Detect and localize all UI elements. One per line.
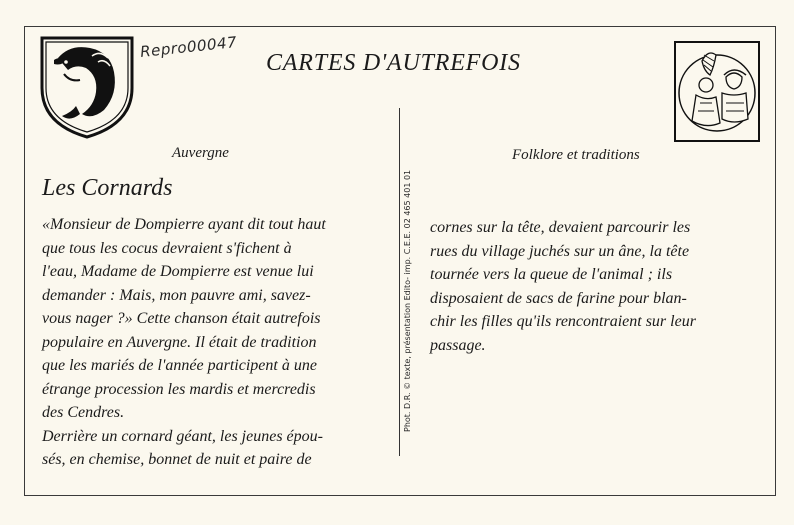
text-line: l'eau, Madame de Dompierre est venue lui (42, 263, 314, 280)
text-line: sés, en chemise, bonnet de nuit et paire de (42, 451, 312, 468)
article-title (42, 175, 172, 202)
text-line: chir les filles qu'ils rencontraient sur leur (430, 313, 696, 330)
photo-credit: Phot. D.R. © texte, présentation Edito- imp. C.E.E. 02 465 401 01 (403, 169, 412, 432)
column-divider (399, 108, 400, 456)
left-body-text (42, 213, 382, 472)
text-line: Derrière un cornard géant, les jeunes épou- (42, 427, 323, 445)
text-line: vous nager ?» Cette chanson était autrefois (42, 310, 321, 327)
dolphin-crest-icon (40, 36, 134, 139)
folk-costume-medallion-icon (674, 41, 760, 142)
right-body-text (430, 216, 760, 357)
text-line: passage. (430, 336, 486, 354)
text-line: des Cendres. (42, 404, 125, 421)
handwritten-reference: Repro00047 (139, 32, 238, 62)
text-line: rues du village juchés sur un âne, la tête (430, 242, 690, 260)
text-line: demander : Mais, mon pauvre ami, savez- (42, 286, 311, 304)
text-line: cornes sur la tête, devaient parcourir les (430, 219, 691, 236)
text-line: «Monsieur de Dompierre ayant dit tout haut (42, 216, 326, 233)
text-line: disposaient de sacs de farine pour blan- (430, 289, 687, 307)
text-line: tournée vers la queue de l'animal ; ils (430, 266, 673, 283)
region-label: Auvergne (172, 145, 229, 161)
category-label: Folklore et traditions (512, 147, 640, 163)
text-line: que les mariés de l'année participent à une (42, 357, 317, 374)
text-line: étrange procession les mardis et mercredis (42, 380, 316, 398)
text-line: populaire en Auvergne. Il était de tradition (42, 333, 317, 351)
text-line: que tous les cocus devraient s'fichent à (42, 239, 292, 257)
brand-title: CARTES D'AUTREFOIS (266, 50, 521, 76)
article-title-text: Les Cornards (42, 175, 173, 201)
